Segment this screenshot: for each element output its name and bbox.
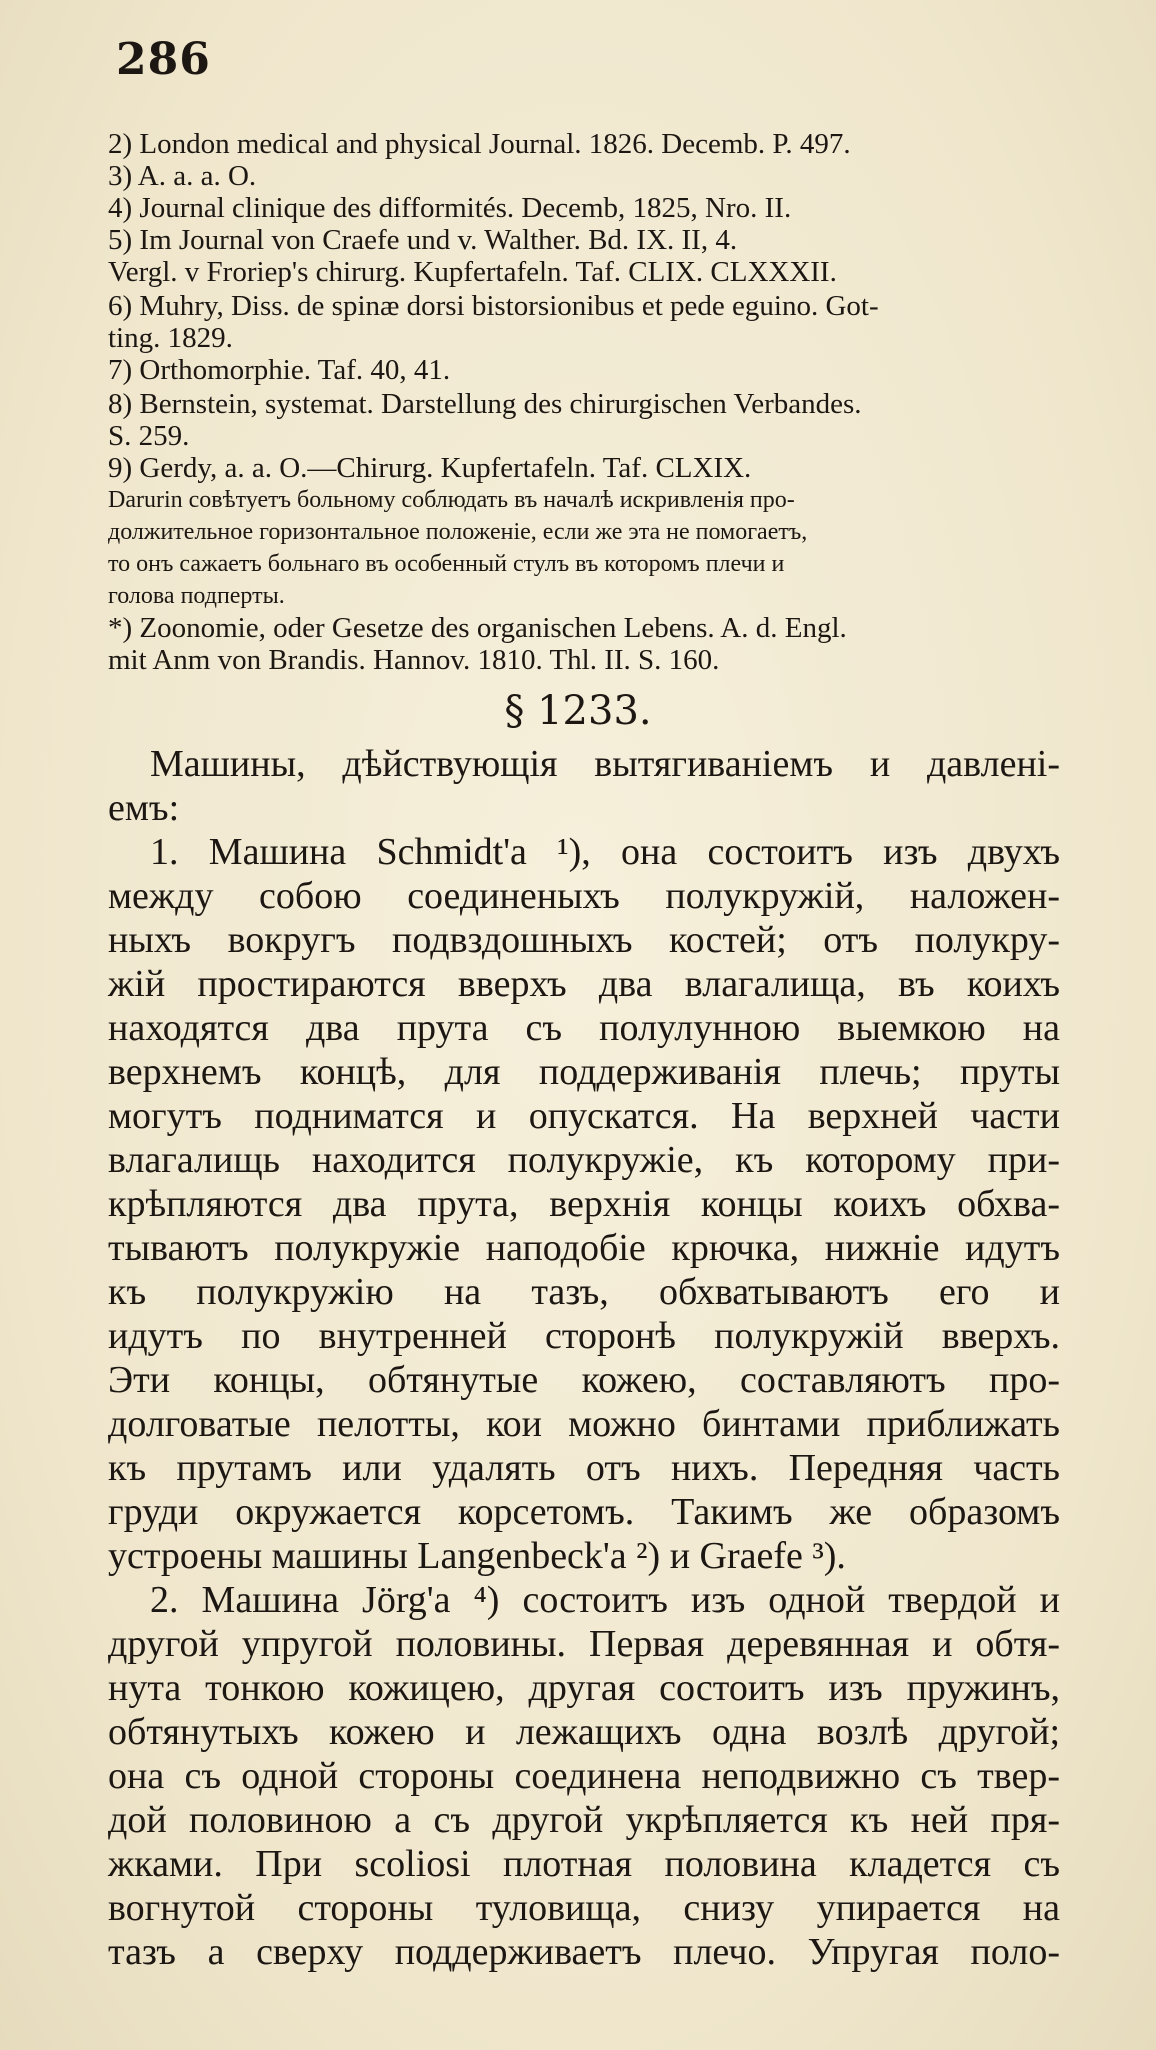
body-line: вогнутой стороны туловища, снизу упирается на bbox=[108, 1887, 1060, 1929]
body-line: Эти концы, обтянутые кожею, составляютъ про- bbox=[108, 1359, 1060, 1401]
body-line: обтянутыхъ кожею и лежащихъ одна возлѣ другой; bbox=[108, 1711, 1060, 1753]
footnote-line: *) Zoonomie, oder Gesetze des organischen Lebens. A. d. Engl. bbox=[108, 612, 847, 644]
body-line: устроены машины Langenbeck'а ²) и Graefe ³). bbox=[108, 1535, 846, 1577]
body-line: долговатые пелотты, кои можно бинтами приближать bbox=[108, 1403, 1060, 1445]
body-line: крѣпляются два прута, верхнія концы коихъ обхва- bbox=[108, 1183, 1060, 1225]
body-line: 1. Машина Schmidt'а ¹), она состоитъ изъ двухъ bbox=[150, 831, 1060, 873]
body-line: дой половиною а съ другой укрѣпляется къ ней пря- bbox=[108, 1799, 1060, 1841]
body-line: емъ: bbox=[108, 787, 180, 829]
body-line: идутъ по внутренней сторонѣ полукружій вверхъ. bbox=[108, 1315, 1060, 1357]
body-line: влагалищь находится полукружіе, къ которому при- bbox=[108, 1139, 1060, 1181]
body-line: къ полукружію на тазъ, обхватываютъ его и bbox=[108, 1271, 1060, 1313]
footnote-line: S. 259. bbox=[108, 420, 190, 452]
body-line: между собою соединеныхъ полукружій, наложен- bbox=[108, 875, 1060, 917]
body-line: находятся два прута съ полулунною выемкою на bbox=[108, 1007, 1060, 1049]
footnote-line: 5) Im Journal von Craefe und v. Walther. Bd. IX. II, 4. bbox=[108, 224, 738, 256]
footnote-line: 4) Journal clinique des difformités. Decemb, 1825, Nro. II. bbox=[108, 192, 792, 224]
footnote-line: 6) Muhry, Diss. de spinæ dorsi bistorsionibus et pede eguino. Got- bbox=[108, 290, 879, 322]
body-line: Машины, дѣйствующія вытягиваніемъ и давлені- bbox=[150, 743, 1060, 785]
footnote-line: 8) Bernstein, systemat. Darstellung des chirurgischen Verbandes. bbox=[108, 388, 862, 420]
body-line: къ прутамъ или удалять отъ нихъ. Передняя часть bbox=[108, 1447, 1060, 1489]
footnote-line: 3) A. a. a. O. bbox=[108, 160, 257, 192]
footnote-line: 7) Orthomorphie. Taf. 40, 41. bbox=[108, 354, 451, 386]
body-line: могутъ подниматся и опускатся. На верхней части bbox=[108, 1095, 1060, 1137]
section-heading: § 1233. bbox=[504, 688, 652, 734]
footnote-line: ting. 1829. bbox=[108, 322, 233, 354]
footnote-line: Vergl. v Froriep's chirurg. Kupfertafeln. Taf. CLIX. CLXXXII. bbox=[108, 256, 837, 288]
body-line: ныхъ вокругъ подвздошныхъ костей; отъ полукру- bbox=[108, 919, 1060, 961]
body-line: 2. Машина Jörg'а ⁴) состоитъ изъ одной твердой и bbox=[150, 1579, 1060, 1621]
body-line: она съ одной стороны соединена неподвижно съ твер- bbox=[108, 1755, 1060, 1797]
body-line: тазъ а сверху поддерживаетъ плечо. Упругая поло- bbox=[108, 1931, 1060, 1973]
body-line: жками. При scoliosi плотная половина кладется съ bbox=[108, 1843, 1060, 1885]
page-number: 286 bbox=[116, 34, 211, 85]
footnote-line: 2) London medical and physical Journal. 1826. Decemb. P. 497. bbox=[108, 128, 851, 160]
body-line: тываютъ полукружіе наподобіе крючка, нижніе идутъ bbox=[108, 1227, 1060, 1269]
footnote-line: 9) Gerdy, a. a. O.—Chirurg. Kupfertafeln. Taf. CLXIX. bbox=[108, 452, 752, 484]
body-line: жій простираются вверхъ два влагалища, въ коихъ bbox=[108, 963, 1060, 1005]
footnote-line: голова подперты. bbox=[108, 583, 285, 609]
footnote-line: mit Anm von Brandis. Hannov. 1810. Thl. II. S. 160. bbox=[108, 644, 720, 676]
footnote-line: то онъ сажаетъ больнаго въ особенный стулъ въ которомъ плечи и bbox=[108, 551, 785, 577]
body-line: верхнемъ концѣ, для поддерживанія плечь; пруты bbox=[108, 1051, 1060, 1093]
footnote-line: должительное горизонтальное положеніе, если же эта не помогаетъ, bbox=[108, 519, 808, 545]
body-line: другой упругой половины. Первая деревянная и обтя- bbox=[108, 1623, 1060, 1665]
body-line: нута тонкою кожицею, другая состоитъ изъ пружинъ, bbox=[108, 1667, 1060, 1709]
body-line: груди окружается корсетомъ. Такимъ же образомъ bbox=[108, 1491, 1060, 1533]
footnote-line: Darurin совѣтуетъ больному соблюдать въ началѣ искривленія про- bbox=[108, 487, 795, 513]
